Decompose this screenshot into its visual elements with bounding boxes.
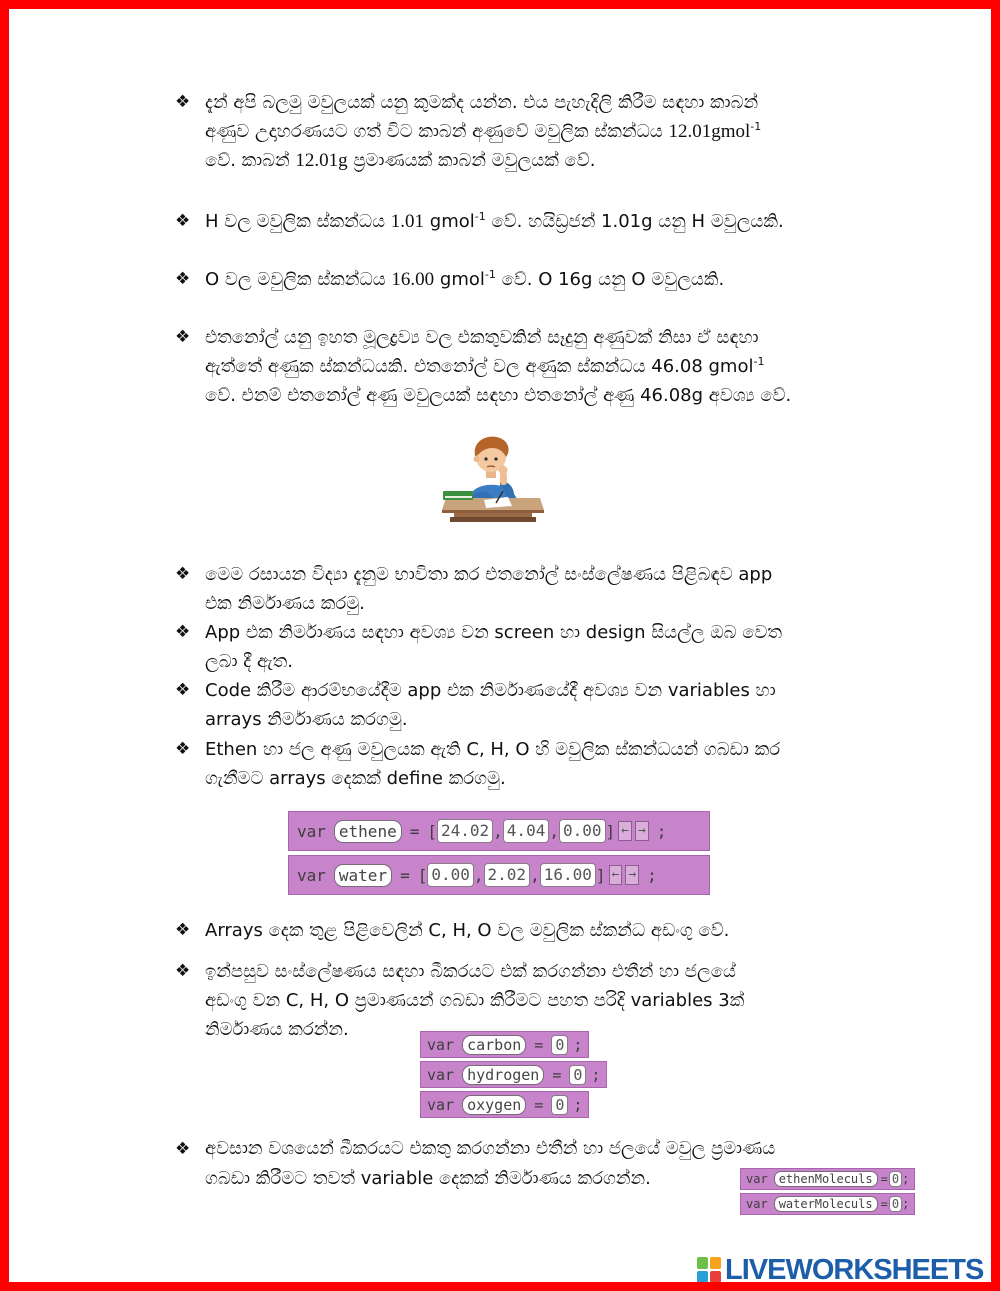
bullet-line: [205, 381, 895, 410]
var-keyword: var: [427, 1065, 455, 1084]
comma: ,: [549, 821, 559, 841]
assign-operator: =: [880, 1172, 888, 1186]
superscript: -1: [484, 268, 496, 281]
add-item-arrow-icon: →: [625, 865, 639, 885]
bullet-create-app: [175, 560, 895, 618]
variable-value-box: 0: [551, 1035, 568, 1055]
text-segment: ප්‍රමාණයක් කාබන් මවුලයක් වේ.: [347, 150, 596, 171]
diamond-bullet-icon: ❖: [175, 327, 191, 347]
diamond-bullet-icon: ❖: [175, 622, 191, 642]
thinking-student-illustration: [440, 428, 545, 523]
assign-operator: =: [880, 1197, 888, 1211]
bullet-line: [205, 705, 895, 734]
text-segment: අවසාන වශයෙන් බීකරයට එකතු කරගන්නා එතීන් හා ජලයේ මවුල ප්‍රමාණය: [205, 1138, 776, 1159]
semicolon: ;: [573, 1095, 583, 1114]
unit-text: gmol: [424, 211, 475, 232]
diamond-bullet-icon: ❖: [175, 269, 191, 289]
array-definitions-code-block: [288, 811, 710, 895]
variable-name-box: waterMoleculs: [774, 1196, 878, 1212]
bullet-line: [205, 352, 895, 381]
variable-name-box: ethene: [334, 820, 402, 843]
diamond-bullet-icon: ❖: [175, 961, 191, 981]
remove-item-arrow-icon: ←: [609, 865, 623, 885]
text-segment: වේ. O 16g යනු O මවුලයකි.: [495, 269, 725, 290]
text-segment: දැන් අපි බලමු මවුලයක් යනු කුමක්ද යන්න. එය පැහැදිලි කිරීම සඳහා කාබන්: [205, 92, 759, 113]
text-segment: H වල මවුලික ස්කන්ධය: [205, 211, 391, 232]
text-segment: ඉන්පසුව සංස්ලේෂණය සඳහා බීකරයට එක් කරගන්නා එතීන් හා ජලයේ: [205, 961, 736, 982]
carbon-variable-code-row: [420, 1031, 589, 1058]
bullet-line: [205, 146, 895, 175]
assign-operator: =: [409, 821, 420, 841]
comma: ,: [473, 865, 484, 885]
bullet-screen-design: [175, 618, 895, 676]
comma: ,: [493, 821, 503, 841]
text-segment: App එක නිර්මාණය සඳහා අවශ්‍ය වන screen හා design සියල්ල ඔබ වෙත: [205, 622, 783, 643]
text-segment: arrays නිර්මාණය කරගමු.: [205, 709, 408, 730]
var-keyword: var: [746, 1197, 768, 1211]
remove-item-arrow-icon: ←: [618, 821, 632, 841]
text-segment: ගබඩා කිරීමට තවත් variable දෙකක් නිර්මාණය කරගන්න.: [205, 1168, 651, 1189]
diamond-bullet-icon: ❖: [175, 920, 191, 940]
diamond-bullet-icon: ❖: [175, 739, 191, 759]
molar-mass-value: 16.00: [391, 269, 435, 290]
var-keyword: var: [427, 1035, 455, 1054]
semicolon: ;: [656, 821, 667, 841]
ethen-molecules-code-row: [740, 1168, 915, 1190]
text-segment: ඇත්තේ අණුක ස්කන්ධයකි. එතනෝල් වල අණුක ස්කන්ධය 46.08 gmol: [205, 356, 754, 377]
variable-name-box: water: [334, 864, 392, 887]
var-keyword: var: [746, 1172, 768, 1186]
diamond-bullet-icon: ❖: [175, 680, 191, 700]
var-keyword: var: [297, 865, 326, 885]
text-segment: Ethen හා ජල අණු මවුලයක ඇති C, H, O හි මවුලික ස්කන්ධයන් ගබඩා කර: [205, 739, 781, 760]
bullet-line: [205, 764, 895, 793]
text-segment: ලබා දී ඇත.: [205, 651, 293, 672]
var-keyword: var: [427, 1095, 455, 1114]
bullet-line: [205, 265, 895, 294]
logo-wordmark: LIVEWORKSHEETS: [725, 1254, 984, 1286]
assign-operator: =: [534, 1035, 544, 1054]
water-array-code-row: [288, 855, 710, 895]
diamond-bullet-icon: ❖: [175, 92, 191, 112]
array-value-box: 16.00: [540, 863, 596, 887]
array-value-box: 0.00: [427, 863, 474, 887]
molecule-variables-code-block: [740, 1168, 915, 1215]
text-segment: එතනෝල් යනු ඉහත මූලද්‍රව්‍ය වල එකතුවකින් සෑදුනු අණුවක් නිසා ඒ සඳහා: [205, 327, 759, 348]
text-segment: Arrays දෙක තුළ පිළිවෙලින් C, H, O වල මවුලික ස්කන්ධ අඩංගු වේ.: [205, 920, 730, 941]
liveworksheets-logo-icon: [697, 1257, 721, 1283]
bullet-line: [205, 986, 895, 1015]
bullet-line: [205, 589, 895, 618]
assign-operator: =: [552, 1065, 562, 1084]
variable-name-box: carbon: [462, 1035, 526, 1055]
diamond-bullet-icon: ❖: [175, 211, 191, 231]
unit-text: gmol: [434, 269, 485, 290]
superscript: -1: [474, 210, 486, 223]
bullet-define-arrays: [175, 735, 895, 793]
bullet-line: [205, 117, 895, 146]
diamond-bullet-icon: ❖: [175, 564, 191, 584]
bullet-line: [205, 88, 895, 117]
text-segment: වේ. කාබන්: [205, 150, 296, 171]
text-segment: ගැනීමට arrays දෙකක් define කරගමු.: [205, 768, 506, 789]
comma: ,: [530, 865, 540, 885]
oxygen-variable-code-row: [420, 1091, 589, 1118]
bullet-line: [205, 560, 895, 589]
bullet-line: [205, 735, 895, 764]
semicolon: ;: [591, 1065, 601, 1084]
text-segment: වේ. එනම් එතනෝල් අණු මවුලයක් සඳහා එතනෝල් අණු 46.08g අවශ්‍ය වේ.: [205, 385, 792, 406]
semicolon: ;: [902, 1197, 910, 1211]
var-keyword: var: [297, 821, 326, 841]
superscript: -1: [750, 120, 762, 133]
mass-value: 12.01g: [295, 150, 348, 171]
bullet-ethanol-molecular-mass: [175, 323, 895, 410]
variable-value-box: 0: [889, 1171, 902, 1187]
text-segment: අණුව උදාහරණයට ගත් විට කාබන් අණුවේ මවුලික ස්කන්ධය: [205, 121, 669, 142]
variable-value-box: 0: [569, 1065, 586, 1085]
bullet-line: [205, 618, 895, 647]
array-value-box: 24.02: [437, 819, 493, 843]
text-segment: O වල මවුලික ස්කන්ධය: [205, 269, 392, 290]
bullet-arrays-contents: [175, 916, 895, 945]
semicolon: ;: [647, 865, 657, 885]
bullet-variables-arrays: [175, 676, 895, 734]
text-segment: නිර්මාණය කරන්න.: [205, 1019, 349, 1040]
diamond-bullet-icon: ❖: [175, 1139, 191, 1159]
bullet-line: [205, 676, 895, 705]
hydrogen-variable-code-row: [420, 1061, 607, 1088]
semicolon: ;: [573, 1035, 583, 1054]
liveworksheets-logo[interactable]: [697, 1254, 983, 1286]
close-bracket: ]: [605, 821, 616, 841]
close-bracket: ]: [595, 865, 606, 885]
bullet-line: [205, 916, 895, 945]
molar-mass-value: 12.01gmol: [668, 121, 751, 142]
add-item-arrow-icon: →: [635, 821, 649, 841]
bullet-line: [205, 647, 895, 676]
ethene-array-code-row: [288, 811, 710, 851]
bullet-line: [205, 957, 895, 986]
bullet-hydrogen-molar-mass: [175, 207, 895, 236]
element-variables-code-block: [420, 1031, 607, 1118]
superscript: -1: [753, 355, 765, 368]
bullet-line: [205, 1134, 895, 1164]
variable-name-box: ethenMoleculs: [774, 1171, 878, 1187]
open-bracket: [: [417, 865, 428, 885]
water-molecules-code-row: [740, 1193, 915, 1215]
bullet-line: [205, 207, 895, 236]
variable-name-box: hydrogen: [462, 1065, 544, 1085]
text-segment: මෙම රසායන විද්‍යා දැනුම භාවිතා කර එතනෝල් සංස්ලේෂණය පිළිබඳව app: [205, 564, 773, 585]
semicolon: ;: [902, 1172, 910, 1186]
array-value-box: 0.00: [559, 819, 606, 843]
variable-name-box: oxygen: [462, 1095, 526, 1115]
text-segment: එක නිර්මාණය කරමු.: [205, 593, 365, 614]
assign-operator: =: [400, 865, 410, 885]
variable-value-box: 0: [889, 1196, 902, 1212]
variable-value-box: 0: [551, 1095, 568, 1115]
bullet-mole-definition: [175, 88, 895, 175]
array-value-box: 2.02: [484, 863, 531, 887]
bullet-oxygen-molar-mass: [175, 265, 895, 294]
array-value-box: 4.04: [503, 819, 550, 843]
open-bracket: [: [427, 821, 437, 841]
molar-mass-value: 1.01: [390, 211, 425, 232]
text-segment: Code කිරීම ආරම්භයේදීම app එක නිර්මාණයේදී අවශ්‍ය වන variables හා: [205, 680, 776, 701]
bullet-line: [205, 323, 895, 352]
assign-operator: =: [534, 1095, 544, 1114]
text-segment: අඩංගු වන C, H, O ප්‍රමාණයන් ගබඩා කිරීමට පහත පරිදි variables 3ක්: [205, 990, 745, 1011]
text-segment: වේ. හයිඩ්‍රජන් 1.01g යනු H මවුලයකි.: [485, 211, 784, 232]
